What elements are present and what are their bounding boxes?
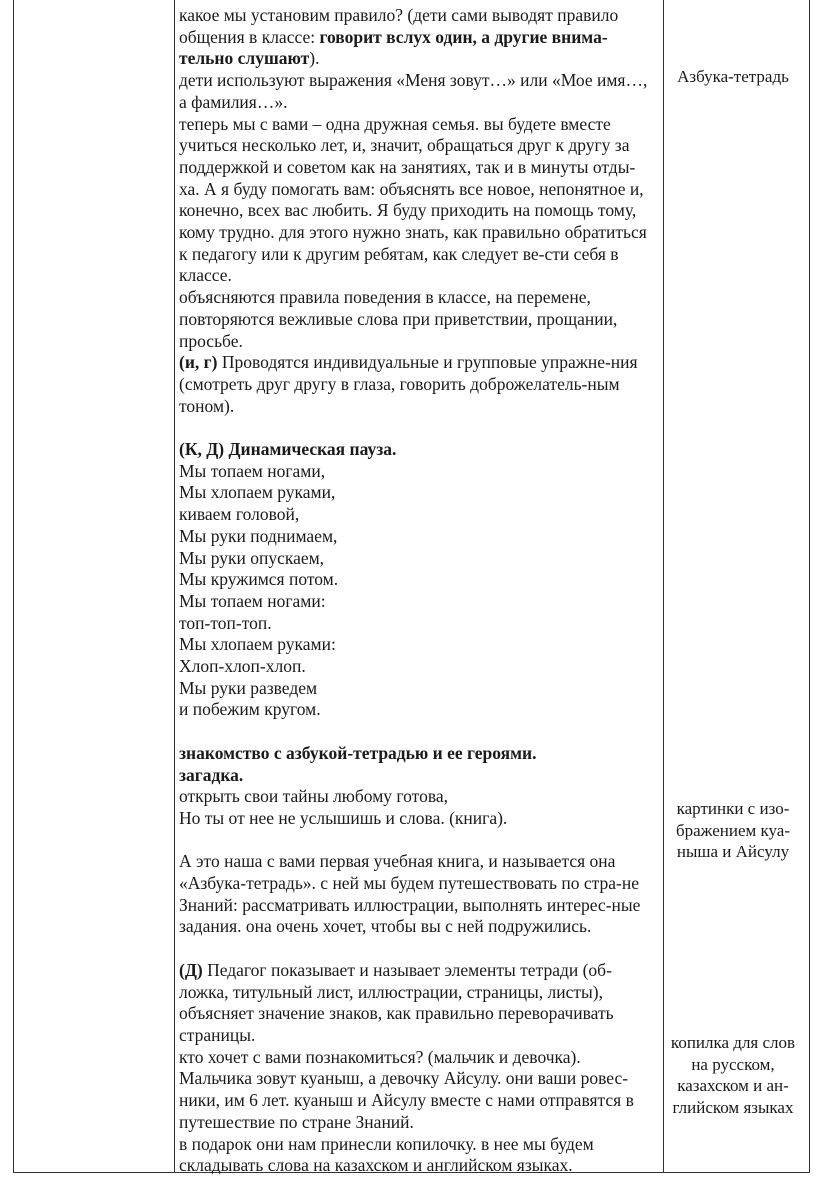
poem-line: киваем головой, [179,504,300,525]
exercises-text: Проводятся индивидуальные и групповые упражне-ния (смотреть друг другу в глаза, говорить доброжелатель-ным тоном). [179,352,638,416]
resource-pictures [663,798,803,863]
characters-paragraph: Мальчика зовут куаныш, а девочку Айсулу. они ваши ровес-ники, им 6 лет. куаныш и Айсулу вместе с нами отправятся в путешествие по стране Знаний. [179,1068,634,1132]
phrases-paragraph: дети используют выражения «Меня зовут…» или «Мое имя…, а фамилия…». [179,70,648,112]
riddle-line: открыть свои тайны любому готова, [179,786,449,807]
question-paragraph: кто хочет с вами познакомиться? (мальчик и девочка). [179,1046,581,1067]
teacher-paragraph [179,960,649,1047]
resource-text: копилка для слов на русском, казахском и ан-глийском языках [670,1033,796,1118]
poem-line: Мы кружимся потом. [179,569,339,590]
rule-text: какое мы установим правило? (дети сами выводят правило общения в классе: [179,5,619,47]
resource-piggybank [663,1032,803,1119]
poem-line: Мы хлопаем руками: [179,634,336,655]
exercises-label: (и, г) [179,352,218,373]
poem-line: Мы топаем ногами, [179,460,326,481]
rules-paragraph: объясняются правила поведения в классе, на перемене, повторяются вежливые слова при приветствии, прощании, просьбе. [179,287,618,351]
riddle-line: Но ты от нее не услышишь и слова. (книга). [179,807,508,828]
gift-paragraph: в подарок они нам принесли копилочку. в нее мы будем складывать слова на казахском и английском языках. [179,1133,594,1176]
resource-text: Азбука-тетрадь [677,67,789,86]
rule-paragraph [179,5,649,70]
column-divider-left [174,0,175,1172]
lesson-content-cell [179,5,649,1177]
book-paragraph: А это наша с вами первая учебная книга, и называется она «Азбука-тетрадь». с ней мы будем путешествовать по стра-не Знаний: рассматривать иллюстрации, выполнять интерес-ные задания. она очень хочет, чтобы вы с ней подружились. [179,851,641,937]
family-paragraph: теперь мы с вами – одна дружная семья. вы будете вместе учиться несколько лет, и, значит, обращаться друг к другу за поддержкой и советом как на занятиях, так и в минуты отды-ха. А я буду помогать вам: объяснять все новое, непонятное и, конечно, всех вас любить. Я буду приходить на помощь тому, кому трудно. для этого нужно знать, как правильно обратиться к педагогу или к другим ребятам, как следует ве-сти себя в классе. [179,113,647,286]
intro-title-text: знакомство с азбукой-тетрадью и ее героями. [179,742,537,763]
poem-line: топ-топ-топ. [179,612,272,633]
poem-line: Хлоп-хлоп-хлоп. [179,656,306,677]
poem-line: Мы руки поднимаем, [179,525,338,546]
pause-title-text: (К, Д) Динамическая пауза. [179,439,397,460]
column-divider-right [663,0,664,1172]
poem-line: Мы руки разведем [179,677,318,698]
riddle-title-text: загадка. [179,764,244,785]
poem-line: Мы топаем ногами: [179,590,326,611]
resource-text: картинки с изо-бражением куа-ныша и Айсулу [675,799,790,862]
exercises-paragraph [179,352,649,417]
poem-line: Мы хлопаем руками, [179,482,336,503]
teacher-label: (Д) [179,959,203,980]
poem-line: и побежим кругом. [179,699,321,720]
resource-azbuka [663,66,803,88]
poem-line: Мы руки опускаем, [179,547,325,568]
rule-text-end: ). [309,48,320,69]
intro-title [179,743,649,765]
teacher-text: Педагог показывает и называет элементы тетради (об-ложка, титульный лист, иллюстрации, страницы, листы), объясняет значение знаков, как правильно переворачивать страницы. [179,959,614,1045]
rule-bold-text: говорит вслух один, а другие внима-тельно слушают [179,26,608,69]
pause-title [179,439,649,461]
riddle-title [179,765,649,787]
